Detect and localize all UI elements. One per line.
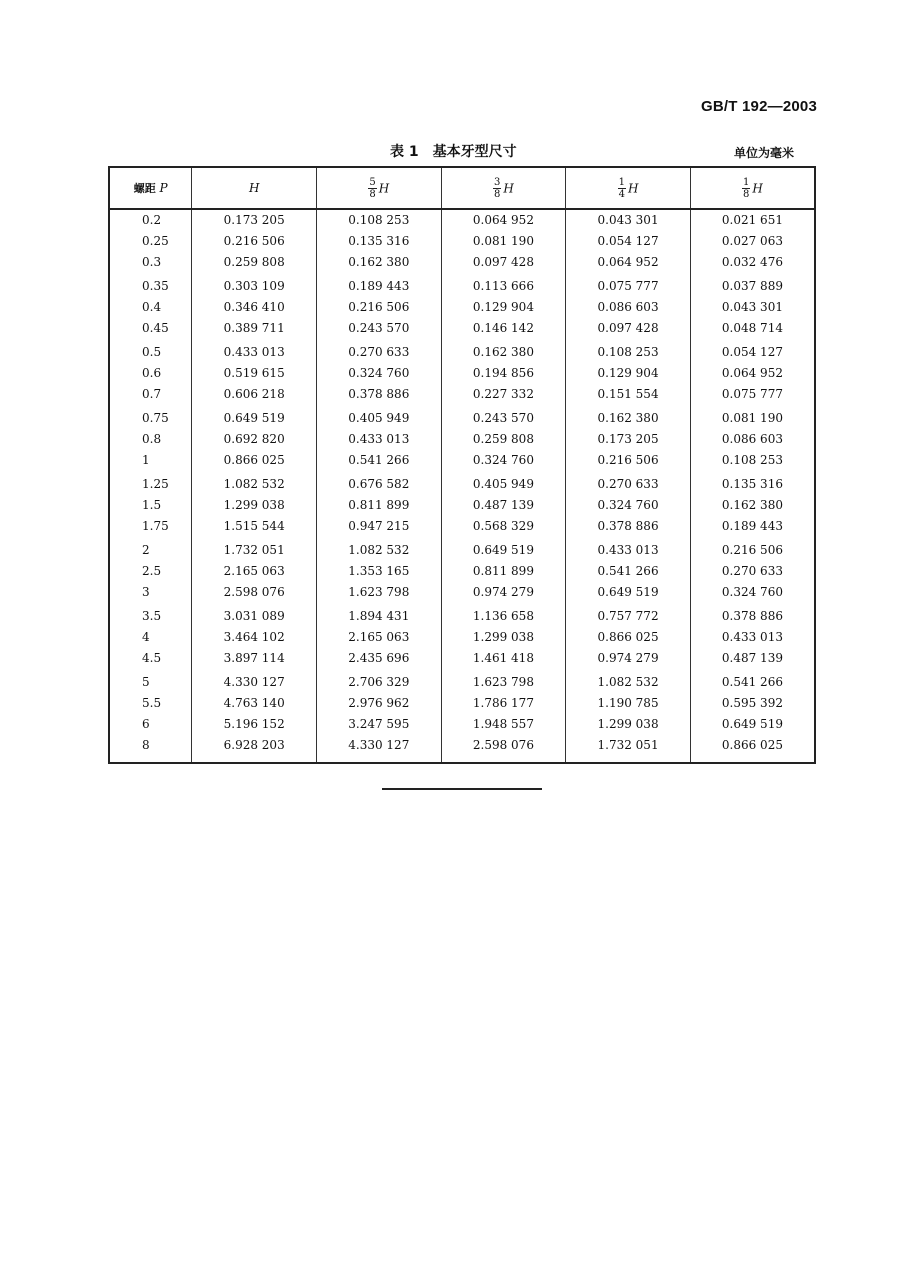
pitch-cell: 1.25: [142, 477, 169, 491]
pitch-cell: 0.7: [142, 387, 162, 401]
value-cell: 0.151 554: [566, 384, 691, 405]
value-cell: 0.216 506: [316, 297, 441, 318]
value-cell: 0.974 279: [441, 582, 566, 603]
unit-note: 单位为毫米: [734, 146, 795, 160]
value-cell: 3.897 114: [192, 648, 317, 669]
value-cell: 2.706 329: [316, 669, 441, 693]
table-row: [109, 603, 815, 627]
value-cell: 0.113 666: [441, 273, 566, 297]
pitch-cell: 6: [142, 717, 150, 731]
value-cell: 0.649 519: [690, 714, 815, 735]
col-header-h: [192, 167, 317, 209]
value-cell: 0.259 808: [441, 429, 566, 450]
pitch-cell: 0.4: [142, 300, 162, 314]
value-cell: 0.037 889: [690, 273, 815, 297]
table-row: [109, 384, 815, 405]
value-cell: 0.216 506: [566, 450, 691, 471]
value-cell: 0.243 570: [316, 318, 441, 339]
pitch-cell: 3: [142, 585, 150, 599]
table-row: [109, 627, 815, 648]
table-row: [109, 252, 815, 273]
value-cell: 2.976 962: [316, 693, 441, 714]
value-cell: 6.928 203: [192, 735, 317, 763]
pitch-cell: 5.5: [142, 696, 162, 710]
value-cell: 0.129 904: [566, 363, 691, 384]
value-cell: 0.487 139: [690, 648, 815, 669]
value-cell: 1.623 798: [441, 669, 566, 693]
value-cell: 0.216 506: [192, 231, 317, 252]
value-cell: 0.108 253: [316, 209, 441, 231]
value-cell: 0.303 109: [192, 273, 317, 297]
col-header-one-eighth-h: $\frac{1}{8}$ H: [690, 167, 815, 209]
table-caption: [390, 141, 517, 161]
value-cell: 0.378 886: [690, 603, 815, 627]
value-cell: 0.811 899: [316, 495, 441, 516]
value-cell: 0.947 215: [316, 516, 441, 537]
value-cell: 0.270 633: [566, 471, 691, 495]
table-row: [109, 561, 815, 582]
value-cell: 0.270 633: [690, 561, 815, 582]
value-cell: 0.649 519: [441, 537, 566, 561]
pitch-cell: 4.5: [142, 651, 162, 665]
value-cell: 0.405 949: [441, 471, 566, 495]
value-cell: 0.097 428: [441, 252, 566, 273]
value-cell: 1.190 785: [566, 693, 691, 714]
col-header-h-symbol: H: [248, 181, 260, 195]
value-cell: 0.032 476: [690, 252, 815, 273]
value-cell: 1.082 532: [316, 537, 441, 561]
value-cell: 1.299 038: [441, 627, 566, 648]
value-cell: 0.216 506: [690, 537, 815, 561]
value-cell: 0.649 519: [566, 582, 691, 603]
value-cell: 0.270 633: [316, 339, 441, 363]
table-row: [109, 339, 815, 363]
value-cell: 3.247 595: [316, 714, 441, 735]
value-cell: 1.299 038: [566, 714, 691, 735]
value-cell: 0.081 190: [441, 231, 566, 252]
value-cell: 0.064 952: [690, 363, 815, 384]
table-row: [109, 209, 815, 231]
value-cell: 0.324 760: [441, 450, 566, 471]
table-row: [109, 318, 815, 339]
pitch-cell: 1: [142, 453, 150, 467]
value-cell: 0.389 711: [192, 318, 317, 339]
value-cell: 0.162 380: [566, 405, 691, 429]
table-row: [109, 471, 815, 495]
pitch-cell: 2.5: [142, 564, 162, 578]
pitch-cell: 0.35: [142, 279, 169, 293]
value-cell: 0.568 329: [441, 516, 566, 537]
value-cell: 0.649 519: [192, 405, 317, 429]
value-cell: 0.606 218: [192, 384, 317, 405]
end-rule: [382, 788, 542, 790]
value-cell: 1.461 418: [441, 648, 566, 669]
value-cell: 2.598 076: [192, 582, 317, 603]
table-row: [109, 735, 815, 763]
table-row: [109, 231, 815, 252]
value-cell: 0.227 332: [441, 384, 566, 405]
value-cell: 0.811 899: [441, 561, 566, 582]
value-cell: 0.108 253: [690, 450, 815, 471]
value-cell: 0.054 127: [566, 231, 691, 252]
pitch-cell: 1.5: [142, 498, 162, 512]
value-cell: 1.623 798: [316, 582, 441, 603]
value-cell: 1.136 658: [441, 603, 566, 627]
value-cell: 1.515 544: [192, 516, 317, 537]
table-row: [109, 297, 815, 318]
pitch-cell: 0.75: [142, 411, 169, 425]
value-cell: 0.324 760: [566, 495, 691, 516]
table-row: [109, 516, 815, 537]
fraction: $\frac{1}{4}$: [618, 176, 625, 200]
value-cell: 0.243 570: [441, 405, 566, 429]
value-cell: 1.732 051: [566, 735, 691, 763]
pitch-cell: 0.8: [142, 432, 162, 446]
value-cell: 0.519 615: [192, 363, 317, 384]
value-cell: 0.075 777: [690, 384, 815, 405]
pitch-cell: 2: [142, 543, 150, 557]
value-cell: 0.405 949: [316, 405, 441, 429]
table-row: [109, 714, 815, 735]
value-cell: 0.064 952: [566, 252, 691, 273]
table-row: [109, 693, 815, 714]
value-cell: 5.196 152: [192, 714, 317, 735]
standard-number: GB/T 192—2003: [701, 98, 817, 115]
value-cell: 0.676 582: [316, 471, 441, 495]
value-cell: 2.165 063: [316, 627, 441, 648]
thread-dimensions-table: [108, 166, 816, 764]
value-cell: 1.082 532: [192, 471, 317, 495]
value-cell: 0.048 714: [690, 318, 815, 339]
value-cell: 1.082 532: [566, 669, 691, 693]
value-cell: 0.866 025: [192, 450, 317, 471]
value-cell: 3.464 102: [192, 627, 317, 648]
table-row: [109, 537, 815, 561]
value-cell: 0.595 392: [690, 693, 815, 714]
value-cell: 0.146 142: [441, 318, 566, 339]
table-number: 表 1: [390, 144, 419, 160]
value-cell: 4.330 127: [316, 735, 441, 763]
value-cell: 3.031 089: [192, 603, 317, 627]
value-cell: 0.378 886: [316, 384, 441, 405]
table-title: 基本牙型尺寸: [432, 144, 517, 160]
value-cell: 0.433 013: [316, 429, 441, 450]
pitch-cell: 5: [142, 675, 150, 689]
pitch-cell: 3.5: [142, 609, 162, 623]
fraction: $\frac{1}{8}$: [743, 176, 750, 200]
value-cell: 0.487 139: [441, 495, 566, 516]
col-header-five-eighths-h: $\frac{5}{8}$ H: [316, 167, 441, 209]
value-cell: 0.378 886: [566, 516, 691, 537]
value-cell: 0.189 443: [690, 516, 815, 537]
col-header-pitch: [109, 167, 192, 209]
value-cell: 0.194 856: [441, 363, 566, 384]
value-cell: 1.894 431: [316, 603, 441, 627]
value-cell: 0.043 301: [566, 209, 691, 231]
value-cell: 1.786 177: [441, 693, 566, 714]
value-cell: 0.086 603: [566, 297, 691, 318]
value-cell: 0.757 772: [566, 603, 691, 627]
pitch-cell: 0.25: [142, 234, 169, 248]
value-cell: 0.135 316: [690, 471, 815, 495]
value-cell: 0.433 013: [690, 627, 815, 648]
col-header-pitch-symbol: P: [159, 181, 168, 195]
value-cell: 0.324 760: [690, 582, 815, 603]
table-body: [109, 209, 815, 763]
value-cell: 0.162 380: [690, 495, 815, 516]
table-row: [109, 495, 815, 516]
col-header-three-eighths-h: $\frac{3}{8}$ H: [441, 167, 566, 209]
value-cell: 1.353 165: [316, 561, 441, 582]
pitch-cell: 0.3: [142, 255, 162, 269]
value-cell: 0.866 025: [566, 627, 691, 648]
value-cell: 4.330 127: [192, 669, 317, 693]
value-cell: 0.162 380: [316, 252, 441, 273]
value-cell: 1.948 557: [441, 714, 566, 735]
fraction: $\frac{3}{8}$: [494, 176, 501, 200]
table-row: [109, 405, 815, 429]
value-cell: 0.541 266: [690, 669, 815, 693]
value-cell: 2.598 076: [441, 735, 566, 763]
table-row: [109, 363, 815, 384]
value-cell: 0.064 952: [441, 209, 566, 231]
value-cell: 0.054 127: [690, 339, 815, 363]
col-header-one-quarter-h: $\frac{1}{4}$ H: [566, 167, 691, 209]
value-cell: 0.541 266: [566, 561, 691, 582]
value-cell: 0.189 443: [316, 273, 441, 297]
value-cell: 0.433 013: [566, 537, 691, 561]
value-cell: 0.135 316: [316, 231, 441, 252]
value-cell: 1.299 038: [192, 495, 317, 516]
pitch-cell: 0.6: [142, 366, 162, 380]
table-row: [109, 450, 815, 471]
value-cell: 0.173 205: [566, 429, 691, 450]
table-row: [109, 429, 815, 450]
table-row: [109, 273, 815, 297]
pitch-cell: 0.5: [142, 345, 162, 359]
value-cell: 0.086 603: [690, 429, 815, 450]
table-row: [109, 582, 815, 603]
value-cell: 0.081 190: [690, 405, 815, 429]
value-cell: 0.021 651: [690, 209, 815, 231]
pitch-cell: 4: [142, 630, 150, 644]
value-cell: 2.165 063: [192, 561, 317, 582]
value-cell: 0.108 253: [566, 339, 691, 363]
value-cell: 0.129 904: [441, 297, 566, 318]
value-cell: 2.435 696: [316, 648, 441, 669]
value-cell: 0.541 266: [316, 450, 441, 471]
value-cell: 0.346 410: [192, 297, 317, 318]
value-cell: 4.763 140: [192, 693, 317, 714]
pitch-cell: 8: [142, 738, 150, 752]
value-cell: 0.075 777: [566, 273, 691, 297]
value-cell: 0.043 301: [690, 297, 815, 318]
pitch-cell: 0.45: [142, 321, 169, 335]
value-cell: 0.259 808: [192, 252, 317, 273]
fraction: $\frac{5}{8}$: [369, 176, 376, 200]
col-header-pitch-label: 螺距: [133, 182, 156, 195]
table-row: [109, 648, 815, 669]
value-cell: 0.433 013: [192, 339, 317, 363]
value-cell: 0.866 025: [690, 735, 815, 763]
pitch-cell: 1.75: [142, 519, 169, 533]
value-cell: 0.974 279: [566, 648, 691, 669]
value-cell: 0.692 820: [192, 429, 317, 450]
value-cell: 0.162 380: [441, 339, 566, 363]
value-cell: 0.027 063: [690, 231, 815, 252]
value-cell: 0.324 760: [316, 363, 441, 384]
pitch-cell: 0.2: [142, 213, 162, 227]
value-cell: 0.097 428: [566, 318, 691, 339]
value-cell: 0.173 205: [192, 209, 317, 231]
table-header-row: [109, 167, 815, 209]
table-row: [109, 669, 815, 693]
value-cell: 1.732 051: [192, 537, 317, 561]
